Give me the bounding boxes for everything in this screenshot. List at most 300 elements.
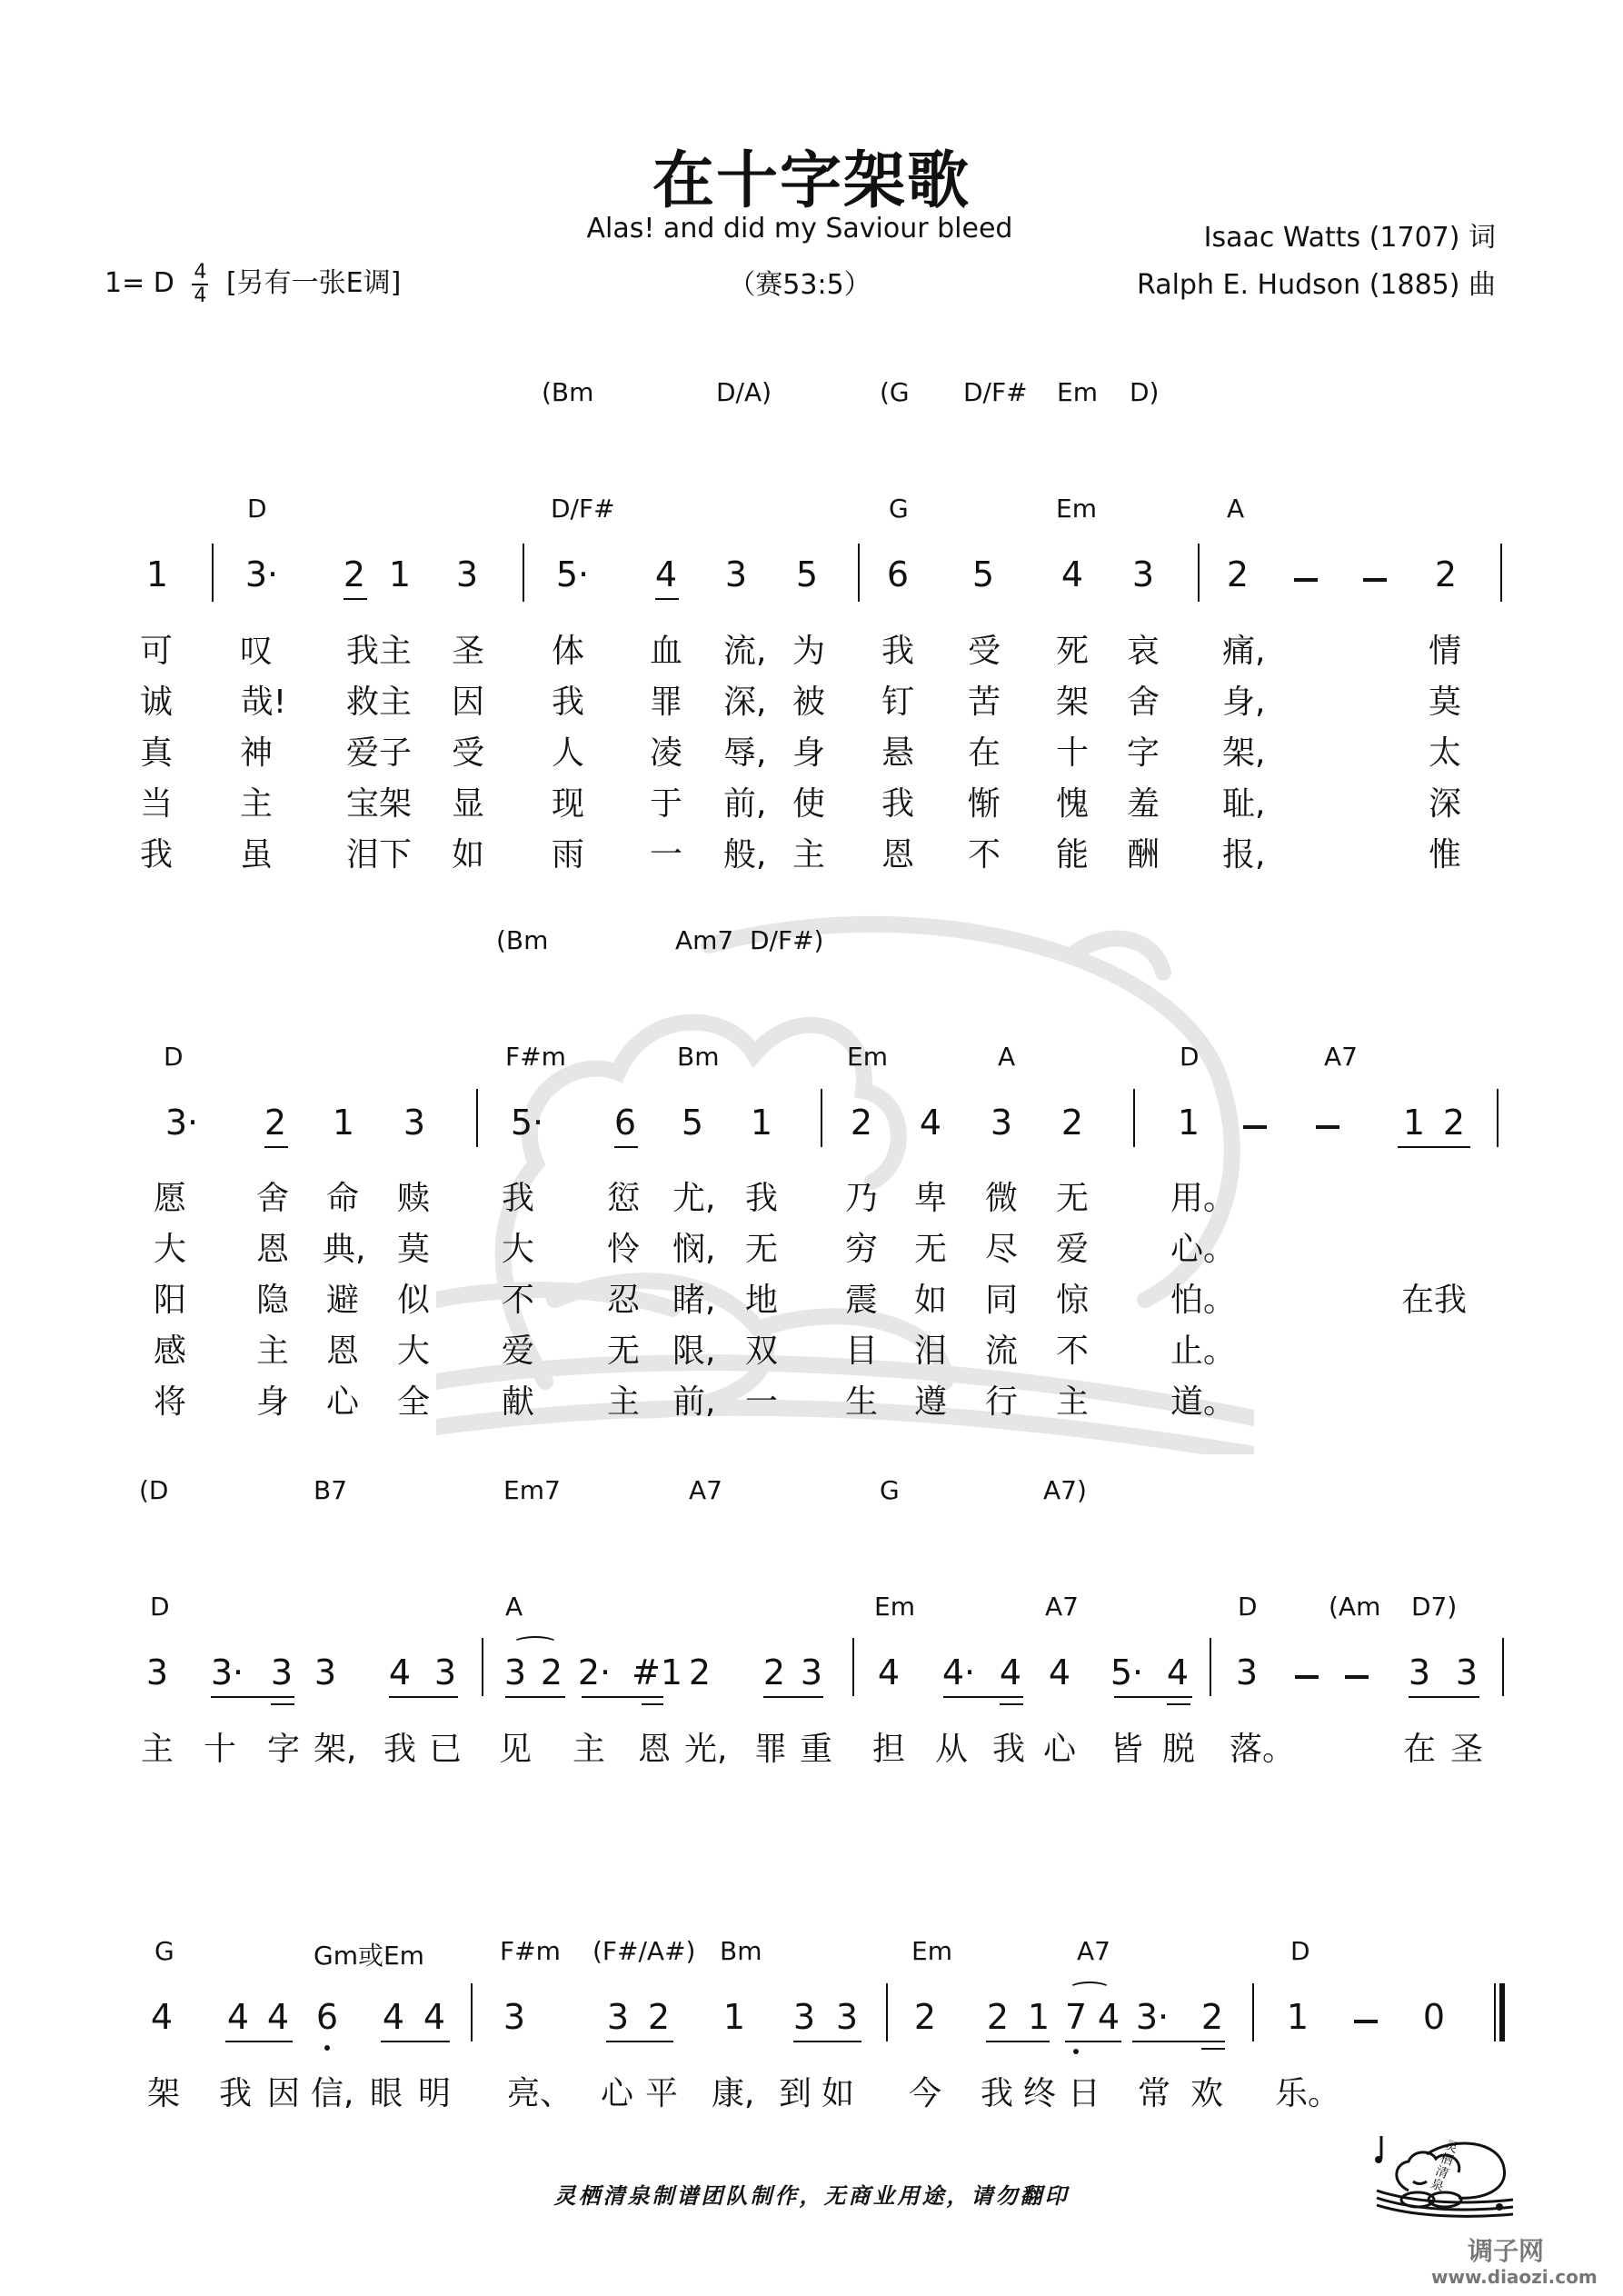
dash-sustain <box>1295 1675 1319 1679</box>
lyric: 双 <box>744 1333 778 1370</box>
lyric: 将 <box>153 1383 186 1421</box>
eighth-underline <box>655 598 679 600</box>
lyric: 在 <box>967 734 1001 772</box>
final-barline-thin <box>1494 1983 1496 2041</box>
lyric: 担 <box>871 1731 905 1768</box>
key-signature <box>105 260 401 306</box>
low-octave-dot <box>1073 2049 1079 2054</box>
lyric: 怕。 <box>1170 1282 1237 1319</box>
note: 0 <box>1422 1997 1446 2037</box>
lyric: 似 <box>396 1282 430 1319</box>
lyric: 不 <box>501 1282 534 1319</box>
note: 4 <box>919 1103 942 1143</box>
scripture-reference: （赛53:5） <box>728 269 871 301</box>
eighth-underline <box>344 598 367 600</box>
lyric: 悬 <box>881 734 914 772</box>
lyric: 架, <box>1222 734 1266 772</box>
lyricist: Isaac Watts (1707) 词 <box>1203 222 1496 254</box>
english-title: Alas! and did my Saviour bleed <box>586 213 1013 245</box>
lyric: 舍 <box>1126 684 1160 721</box>
lyric: 深, <box>723 684 767 721</box>
lyric: 避 <box>325 1282 359 1319</box>
lyric: 愆 <box>606 1180 640 1217</box>
barline <box>1198 544 1200 602</box>
note: 2 <box>264 1103 287 1143</box>
lyric: 死 <box>1055 633 1089 670</box>
lyric: 我 <box>501 1180 534 1217</box>
note: 4 <box>1166 1652 1190 1692</box>
note: 2 <box>1442 1103 1466 1143</box>
note: 1 <box>750 1103 773 1143</box>
note: 2 <box>913 1997 937 2037</box>
lyric: 愿 <box>153 1180 186 1217</box>
lyric: 悯, <box>672 1231 716 1268</box>
note: 4 <box>1097 1997 1120 2037</box>
lyric: 我 <box>139 836 173 873</box>
lyric: 身 <box>792 734 825 772</box>
lyric: 遵 <box>913 1383 947 1421</box>
lyric: 苦 <box>967 684 1001 721</box>
lyric: 重 <box>799 1731 832 1768</box>
barline <box>476 1089 478 1147</box>
lyric: 主 <box>255 1333 289 1370</box>
lyric: 无 <box>606 1333 640 1370</box>
lyric: 辱, <box>723 734 767 772</box>
note: 5· <box>510 1103 544 1143</box>
lyric: 睹, <box>672 1282 716 1319</box>
lyric: 宝架 <box>345 785 412 823</box>
lyric: 惟 <box>1428 836 1461 873</box>
lyric: 架 <box>146 2075 180 2112</box>
note: 3 <box>503 1652 527 1692</box>
chord: (Am <box>1329 1592 1381 1622</box>
note: 4 <box>382 1997 405 2037</box>
note: 4 <box>423 1997 446 2037</box>
lyric: 从 <box>934 1731 968 1768</box>
chord: Em <box>911 1936 952 1966</box>
note: 5· <box>1110 1652 1144 1692</box>
lyric: 恩 <box>637 1731 671 1768</box>
lyric: 今 <box>908 2075 941 2112</box>
slur <box>513 1636 558 1651</box>
lyric: 体 <box>551 633 584 670</box>
note: 3 <box>1131 554 1155 594</box>
lyric: 十 <box>203 1731 236 1768</box>
alt-chord: A7) <box>1043 1475 1087 1505</box>
lyric: 落。 <box>1230 1731 1296 1768</box>
note: 6 <box>613 1103 637 1143</box>
note: 5 <box>971 554 995 594</box>
sleeping-sheep-logo-icon <box>1372 2127 1518 2227</box>
lyric: 不 <box>1055 1333 1089 1370</box>
chord: A7 <box>1045 1592 1079 1622</box>
site-watermark-url: www.diaozi.com <box>1431 2266 1598 2288</box>
lyric: 皆 <box>1110 1731 1143 1768</box>
lyric: 赎 <box>396 1180 430 1217</box>
note: 3 <box>800 1652 823 1692</box>
lyric: 当 <box>139 785 173 823</box>
eighth-underline <box>943 1696 1023 1698</box>
barline <box>523 544 524 602</box>
note: 3· <box>244 554 279 594</box>
chord: Em <box>1056 494 1097 524</box>
lyric: 典, <box>323 1231 366 1268</box>
note: 3 <box>503 1997 526 2037</box>
eighth-underline <box>986 2041 1050 2042</box>
copyright-notice: 灵栖清泉制谱团队制作，无商业用途，请勿翻印 <box>553 2182 1070 2209</box>
note: 1 <box>332 1103 355 1143</box>
lyric: 心 <box>1042 1731 1076 1768</box>
note: 4 <box>877 1652 901 1692</box>
lyric: 目 <box>844 1333 878 1370</box>
note: 4 <box>1060 554 1084 594</box>
lyric: 主 <box>140 1731 174 1768</box>
lyric: 圣 <box>1449 1731 1483 1768</box>
lyric: 在 <box>1402 1731 1436 1768</box>
note: 1 <box>145 554 169 594</box>
lyric: 康, <box>712 2075 755 2112</box>
note: 3 <box>314 1652 337 1692</box>
lyric: 被 <box>792 684 825 721</box>
lyric: 阳 <box>153 1282 186 1319</box>
lyric: 如 <box>451 836 484 873</box>
lyric: 泪下 <box>345 836 412 873</box>
chord: Em <box>847 1042 888 1072</box>
lyric: 大 <box>501 1231 534 1268</box>
lyric: 莫 <box>1428 684 1461 721</box>
eighth-underline <box>211 1696 294 1698</box>
note: 3 <box>990 1103 1013 1143</box>
sixteenth-underline <box>1201 2048 1225 2050</box>
eighth-underline <box>763 1696 823 1698</box>
lyric: 主 <box>606 1383 640 1421</box>
alt-chord: D) <box>1130 377 1160 407</box>
lyric: 信, <box>311 2075 354 2112</box>
note: 2 <box>1226 554 1250 594</box>
lyric: 叹 <box>239 633 273 670</box>
note: 4 <box>1048 1652 1071 1692</box>
lyric: 主 <box>572 1731 605 1768</box>
note: 4· <box>941 1652 976 1692</box>
chord: A7 <box>1324 1042 1358 1072</box>
note: 2 <box>986 1997 1010 2037</box>
chord: D <box>1238 1592 1258 1622</box>
lyric: 字 <box>1126 734 1160 772</box>
lyric: 无 <box>744 1231 778 1268</box>
lyric: 可 <box>139 633 173 670</box>
lyric: 大 <box>153 1231 186 1268</box>
lyric: 救主 <box>345 684 412 721</box>
lyric: 报, <box>1222 836 1266 873</box>
note: 4 <box>150 1997 174 2037</box>
lyric: 用。 <box>1170 1180 1237 1217</box>
alt-chord: D/F# <box>963 377 1028 407</box>
note: 2· <box>577 1652 612 1692</box>
barline <box>1502 1638 1504 1696</box>
chord: F#m <box>505 1042 566 1072</box>
site-watermark-name: 调子网 <box>1468 2236 1545 2266</box>
note: 2 <box>647 1997 671 2037</box>
note: 1 <box>388 554 412 594</box>
note: 3· <box>1135 1997 1170 2037</box>
chord: D7) <box>1411 1592 1458 1622</box>
lyric: 舍 <box>255 1180 289 1217</box>
alt-chord: D/F#) <box>750 925 824 955</box>
lyric: 地 <box>744 1282 778 1319</box>
eighth-underline <box>389 1696 458 1698</box>
lyric: 情 <box>1428 633 1461 670</box>
lyric: 我 <box>383 1731 416 1768</box>
lyric: 亮、 <box>507 2075 573 2112</box>
lyric: 愧 <box>1055 785 1089 823</box>
barline <box>1210 1638 1211 1696</box>
chord: Gm或Em <box>314 1941 424 1971</box>
note: 3 <box>455 554 479 594</box>
alt-chord: G <box>880 1475 900 1505</box>
lyric: 主 <box>239 785 273 823</box>
lyric: 道。 <box>1170 1383 1237 1421</box>
barline <box>858 544 860 602</box>
lyric: 凌 <box>649 734 682 772</box>
lyric: 受 <box>967 633 1001 670</box>
lyric: 心 <box>600 2075 633 2112</box>
lyric: 爱 <box>1055 1231 1089 1268</box>
eighth-underline <box>582 1696 663 1698</box>
eighth-underline <box>606 2041 673 2042</box>
lyric: 眼 <box>369 2075 403 2112</box>
song-title: 在十字架歌 <box>652 145 971 217</box>
note: 2 <box>540 1652 563 1692</box>
lyric: 人 <box>551 734 584 772</box>
lyric: 钉 <box>881 684 914 721</box>
eighth-underline <box>505 1696 565 1698</box>
barline <box>471 1983 473 2041</box>
time-top: 4 <box>194 260 207 284</box>
sixteenth-underline <box>642 1703 663 1705</box>
eighth-underline <box>614 1146 638 1148</box>
lyric: 不 <box>967 836 1001 873</box>
lyric: 心。 <box>1170 1231 1237 1268</box>
lyric: 日 <box>1067 2075 1100 2112</box>
lyric: 在我 <box>1400 1282 1467 1319</box>
dash-sustain <box>1294 578 1318 582</box>
note: 2 <box>343 554 366 594</box>
alt-chord: (D <box>139 1475 169 1505</box>
eighth-underline <box>1065 2041 1121 2042</box>
lyric: 感 <box>153 1333 186 1370</box>
lyric: 恩 <box>255 1231 289 1268</box>
lyric: 架, <box>314 1731 357 1768</box>
lyric: 脱 <box>1161 1731 1195 1768</box>
lyric: 光, <box>684 1731 728 1768</box>
sixteenth-underline <box>1000 1703 1023 1705</box>
final-barline-thick <box>1499 1983 1505 2041</box>
lyric: 止。 <box>1170 1333 1237 1370</box>
chord: G <box>889 494 909 524</box>
lyric: 献 <box>501 1383 534 1421</box>
lyric: 我 <box>744 1180 778 1217</box>
chord: D <box>164 1042 184 1072</box>
dash-sustain <box>1243 1125 1267 1129</box>
sixteenth-underline <box>1167 1703 1190 1705</box>
alt-chord: (Bm <box>542 377 594 407</box>
lyric: 如 <box>913 1282 947 1319</box>
lyric: 般, <box>723 836 767 873</box>
lyric: 一 <box>649 836 682 873</box>
lyric: 身, <box>1222 684 1266 721</box>
lyric: 我 <box>980 2075 1013 2112</box>
lyric: 忍 <box>606 1282 640 1319</box>
chord: A7 <box>1077 1936 1110 1966</box>
lyric: 莫 <box>396 1231 430 1268</box>
lyric: 泪 <box>913 1333 947 1370</box>
chord: A <box>1227 494 1245 524</box>
chord: A <box>505 1592 523 1622</box>
dash-sustain <box>1345 1675 1369 1679</box>
eighth-underline <box>793 2041 861 2042</box>
dash-sustain <box>1363 578 1387 582</box>
note: 4 <box>226 1997 250 2037</box>
lyric: 到 <box>778 2075 812 2112</box>
lyric: 于 <box>649 785 682 823</box>
lyric: 前, <box>672 1383 716 1421</box>
note: 3 <box>145 1652 169 1692</box>
note: 3 <box>1235 1652 1259 1692</box>
note: 1 <box>1177 1103 1200 1143</box>
lyric: 前, <box>723 785 767 823</box>
lyric: 哉! <box>240 684 287 721</box>
lyric: 乃 <box>844 1180 878 1217</box>
alt-chord: (Bm <box>496 925 549 955</box>
note: 6 <box>886 554 910 594</box>
lyric: 羞 <box>1126 785 1160 823</box>
lyric: 受 <box>451 734 484 772</box>
note: 1 <box>1286 1997 1309 2037</box>
chord: Em <box>874 1592 915 1622</box>
barline <box>1133 1089 1135 1147</box>
alt-chord: (G <box>880 377 910 407</box>
lyric: 流 <box>984 1333 1018 1370</box>
lyric: 爱 <box>501 1333 534 1370</box>
chord: F#m <box>500 1936 561 1966</box>
lyric: 我 <box>551 684 584 721</box>
lyric: 爱子 <box>345 734 412 772</box>
note: 6 <box>315 1997 339 2037</box>
lyric: 太 <box>1428 734 1461 772</box>
slur <box>1069 1982 1110 1996</box>
note: 4 <box>266 1997 290 2037</box>
alt-chord: B7 <box>314 1475 348 1505</box>
lyric: 深 <box>1428 785 1461 823</box>
low-octave-dot <box>324 2045 330 2051</box>
lyric: 圣 <box>451 633 484 670</box>
time-signature <box>192 260 208 307</box>
lyric: 已 <box>428 1731 462 1768</box>
note: 3 <box>1408 1652 1431 1692</box>
lyric: 因 <box>266 2075 300 2112</box>
eighth-underline <box>1398 1146 1470 1148</box>
lyric: 一 <box>744 1383 778 1421</box>
lyric: 耻, <box>1222 785 1266 823</box>
lyric: 十 <box>1055 734 1089 772</box>
note: 2 <box>850 1103 873 1143</box>
barline <box>852 1638 854 1696</box>
lyric: 隐 <box>255 1282 289 1319</box>
lyric: 怜 <box>606 1231 640 1268</box>
alt-chord: A7 <box>689 1475 722 1505</box>
lyric: 微 <box>984 1180 1018 1217</box>
note: 5 <box>681 1103 704 1143</box>
lyric: 欢 <box>1190 2075 1223 2112</box>
barline <box>886 1983 888 2041</box>
lyric: 我 <box>881 633 914 670</box>
lyric: 尽 <box>984 1231 1018 1268</box>
eighth-underline <box>381 2041 450 2042</box>
note: 3 <box>606 1997 630 2037</box>
lyric: 无 <box>1055 1180 1089 1217</box>
lyric: 心 <box>325 1383 359 1421</box>
note: 3· <box>164 1103 199 1143</box>
lyric: 限, <box>672 1333 716 1370</box>
note: 3 <box>1455 1652 1479 1692</box>
lyric: 真 <box>139 734 173 772</box>
lyric: 罪 <box>649 684 682 721</box>
note: 1 <box>722 1997 746 2037</box>
composer: Ralph E. Hudson (1885) 曲 <box>1137 269 1496 301</box>
lyric: 我 <box>991 1731 1025 1768</box>
barline <box>1500 544 1502 602</box>
dash-sustain <box>1354 2020 1378 2023</box>
alt-chord: Em <box>1057 377 1098 407</box>
note: 2 <box>1060 1103 1084 1143</box>
lyric: 终 <box>1022 2075 1056 2112</box>
lyric: 虽 <box>239 836 273 873</box>
lyric: 无 <box>913 1231 947 1268</box>
lyric: 惭 <box>967 785 1001 823</box>
lyric: 全 <box>396 1383 430 1421</box>
chord: D <box>247 494 267 524</box>
note: 3 <box>835 1997 859 2037</box>
chord: A <box>998 1042 1016 1072</box>
note: 7 <box>1064 1997 1088 2037</box>
lyric: 痛, <box>1222 633 1266 670</box>
sixteenth-underline <box>271 1703 294 1705</box>
lyric: 常 <box>1137 2075 1170 2112</box>
note: 1 <box>1402 1103 1426 1143</box>
lyric: 大 <box>396 1333 430 1370</box>
logo-text: 灵栖清泉 <box>1429 2138 1460 2195</box>
lyric: 罪 <box>753 1731 787 1768</box>
note: 4 <box>999 1652 1022 1692</box>
eighth-underline <box>225 2041 293 2042</box>
alt-key-note: [另有一张E调] <box>225 267 402 299</box>
chord: G <box>154 1936 174 1966</box>
lyric: 行 <box>984 1383 1018 1421</box>
lyric: 平 <box>644 2075 678 2112</box>
eighth-underline <box>1132 2041 1225 2042</box>
lyric: 尤, <box>672 1180 716 1217</box>
lyric: 生 <box>844 1383 878 1421</box>
lyric: 血 <box>649 633 682 670</box>
note: 2 <box>1200 1997 1224 2037</box>
lyric: 雨 <box>551 836 584 873</box>
lyric: 为 <box>792 633 825 670</box>
lyric: 命 <box>325 1180 359 1217</box>
chord: Bm <box>720 1936 762 1966</box>
barline <box>1497 1089 1499 1147</box>
note: 2 <box>688 1652 712 1692</box>
dash-sustain <box>1316 1125 1339 1129</box>
